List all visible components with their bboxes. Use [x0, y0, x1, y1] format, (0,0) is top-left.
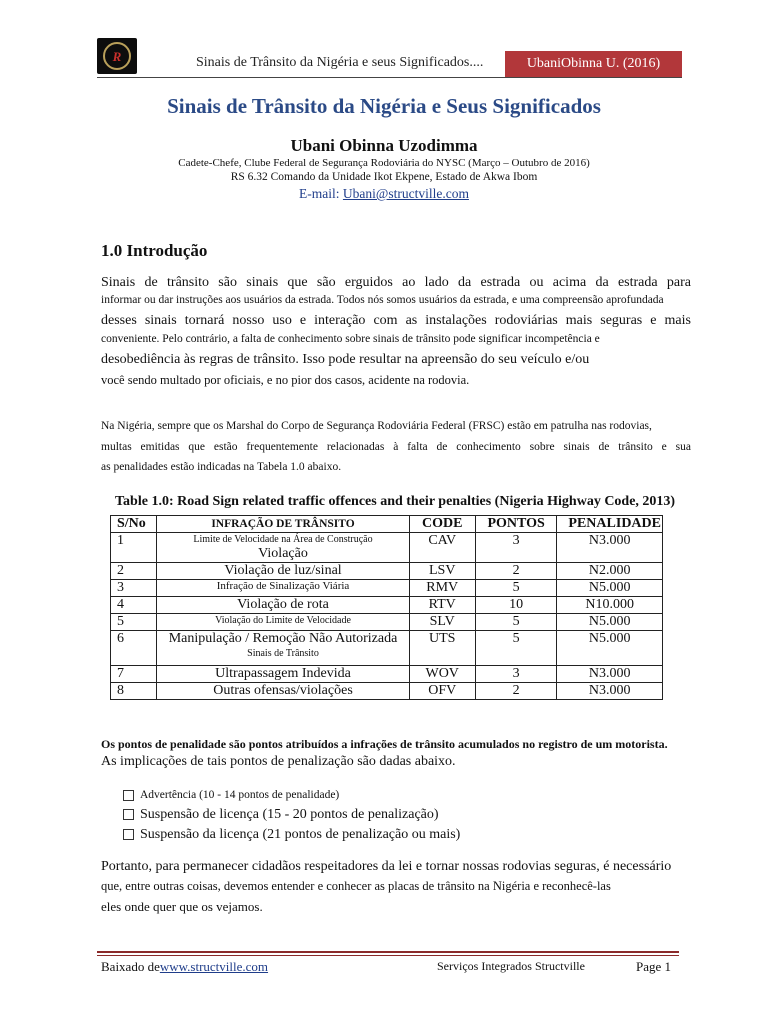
cell-code: WOV — [409, 666, 475, 683]
conclusion-line: que, entre outras coisas, devemos entender e conhecer as placas de trânsito na Nigéria e reconhecê-las — [101, 879, 611, 893]
checkbox-icon — [123, 809, 134, 820]
page-number: Page 1 — [636, 959, 672, 974]
cell-code: RTV — [409, 597, 475, 614]
footer-company: Serviços Integrados Structville — [437, 959, 585, 973]
list-item: Advertência (10 - 14 pontos de penalidade) — [123, 789, 339, 801]
cell-sno: 6 — [111, 631, 157, 666]
header-penalty: PENALIDADE — [557, 516, 663, 533]
cell-infraction: Violação do Limite de Velocidade — [157, 614, 409, 631]
intro-line: Sinais de trânsito são sinais que são erguidos ao lado da estrada ou acima da estrada para — [101, 275, 691, 290]
nigeria-line: Na Nigéria, sempre que os Marshal do Corpo de Segurança Rodoviária Federal (FRSC) estão em patrulha nas rodovias, — [101, 420, 652, 432]
table-row — [111, 614, 663, 631]
table-caption: Table 1.0: Road Sign related traffic offences and their penalties (Nigeria Highway Code, 2013) — [115, 494, 676, 509]
cell-penalty: N3.000 — [557, 683, 663, 700]
intro-line: desobediência às regras de trânsito. Isso pode resultar na apreensão do seu veículo e/ou — [101, 352, 590, 367]
table-row — [111, 563, 663, 580]
header-logo — [97, 38, 137, 74]
affiliation-line-2: RS 6.32 Comando da Unidade Ikot Ekpene, Estado de Akwa Ibom — [230, 171, 538, 183]
cell-code: OFV — [409, 683, 475, 700]
header-sno: S/No — [111, 516, 157, 533]
footer-rule — [97, 951, 679, 953]
cell-points: 3 — [475, 666, 557, 683]
header-infraction: INFRAÇÃO DE TRÂNSITO — [157, 516, 409, 533]
table-row — [111, 533, 663, 563]
checkbox-icon — [123, 829, 134, 840]
cell-sno: 8 — [111, 683, 157, 700]
cell-code: CAV — [409, 533, 475, 563]
header-code: CODE — [409, 516, 475, 533]
intro-line: você sendo multado por oficiais, e no pior dos casos, acidente na rodovia. — [101, 373, 470, 387]
author-name: Ubani Obinna Uzodimma — [290, 136, 478, 155]
cell-points: 10 — [475, 597, 557, 614]
table-row — [111, 683, 663, 700]
cell-infraction: Outras ofensas/violações — [157, 683, 409, 700]
cell-infraction: Manipulação / Remoção Não Autorizada Sinais de Trânsito — [157, 631, 409, 666]
cell-points: 5 — [475, 631, 557, 666]
cell-penalty: N5.000 — [557, 614, 663, 631]
points-note: As implicações de tais pontos de penalização são dadas abaixo. — [101, 754, 456, 769]
cell-points: 3 — [475, 533, 557, 563]
cell-infraction: Violação de luz/sinal — [157, 563, 409, 580]
header-points: PONTOS — [475, 516, 557, 533]
cell-penalty: N5.000 — [557, 631, 663, 666]
nigeria-line: as penalidades estão indicadas na Tabela 1.0 abaixo. — [101, 461, 342, 473]
footer-rule-thin — [97, 955, 679, 956]
table-row — [111, 597, 663, 614]
cell-points: 2 — [475, 683, 557, 700]
cell-points: 5 — [475, 580, 557, 597]
cell-code: RMV — [409, 580, 475, 597]
checkbox-icon — [123, 790, 134, 801]
conclusion-line: eles onde quer que os vejamos. — [101, 899, 263, 914]
table-row — [111, 580, 663, 597]
cell-sno: 5 — [111, 614, 157, 631]
cell-code: UTS — [409, 631, 475, 666]
footer-link[interactable]: www.structville.com — [159, 959, 269, 974]
header-divider — [97, 77, 682, 78]
cell-sno: 7 — [111, 666, 157, 683]
cell-sno: 3 — [111, 580, 157, 597]
email-label: E-mail: — [299, 186, 343, 201]
intro-line: conveniente. Pelo contrário, a falta de conhecimento sobre sinais de trânsito pode significar incompetência e — [101, 333, 600, 345]
table-header-row — [111, 516, 663, 533]
list-item: Suspensão da licença (21 pontos de penalização ou mais) — [123, 827, 460, 843]
cell-penalty: N10.000 — [557, 597, 663, 614]
document-title: Sinais de Trânsito da Nigéria e Seus Significados — [167, 94, 601, 118]
intro-line: desses sinais tornará nosso uso e interação com as instalações rodoviárias mais seguras e mais — [101, 313, 691, 328]
nigeria-line: multas emitidas que estão frequentemente relacionadas à falta de conhecimento sobre sinais de trânsito e sua — [101, 441, 691, 453]
cell-infraction: Violação de rota — [157, 597, 409, 614]
cell-penalty: N5.000 — [557, 580, 663, 597]
cell-sno: 1 — [111, 533, 157, 563]
cell-infraction: Limite de Velocidade na Área de Construção Violação — [157, 533, 409, 563]
table-row — [111, 666, 663, 683]
cell-infraction: Ultrapassagem Indevida — [157, 666, 409, 683]
footer-source: Baixado dewww.structville.com — [101, 959, 269, 974]
cell-penalty: N3.000 — [557, 666, 663, 683]
logo-emblem-icon: R — [103, 42, 131, 70]
cell-sno: 4 — [111, 597, 157, 614]
table-row — [111, 631, 663, 666]
offences-table — [110, 515, 663, 700]
cell-points: 5 — [475, 614, 557, 631]
points-note-bold: Os pontos de penalidade são pontos atribuídos a infrações de trânsito acumulados no registro de um motorista. — [101, 737, 668, 751]
affiliation-line-1: Cadete-Chefe, Clube Federal de Segurança Rodoviária do NYSC (Março – Outubro de 2016) — [178, 157, 590, 169]
cell-penalty: N3.000 — [557, 533, 663, 563]
cell-sno: 2 — [111, 563, 157, 580]
email-line — [0, 186, 768, 202]
email-link[interactable]: Ubani@structville.com — [342, 186, 469, 201]
cell-infraction: Infração de Sinalização Viária — [157, 580, 409, 597]
list-item: Suspensão de licença (15 - 20 pontos de penalização) — [123, 807, 439, 823]
cell-penalty: N2.000 — [557, 563, 663, 580]
cell-code: LSV — [409, 563, 475, 580]
cell-points: 2 — [475, 563, 557, 580]
conclusion-line: Portanto, para permanecer cidadãos respeitadores da lei e tornar nossas rodovias seguras, é necessário — [101, 859, 672, 874]
cell-code: SLV — [409, 614, 475, 631]
section-heading: 1.0 Introdução — [101, 241, 208, 260]
running-title: Sinais de Trânsito da Nigéria e seus Significados.... — [196, 55, 484, 70]
intro-line: informar ou dar instruções aos usuários da estrada. Todos nós somos usuários da estrada, e uma compreensão aprofundada — [101, 294, 664, 306]
author-tag: UbaniObinna U. (2016) — [505, 51, 682, 77]
